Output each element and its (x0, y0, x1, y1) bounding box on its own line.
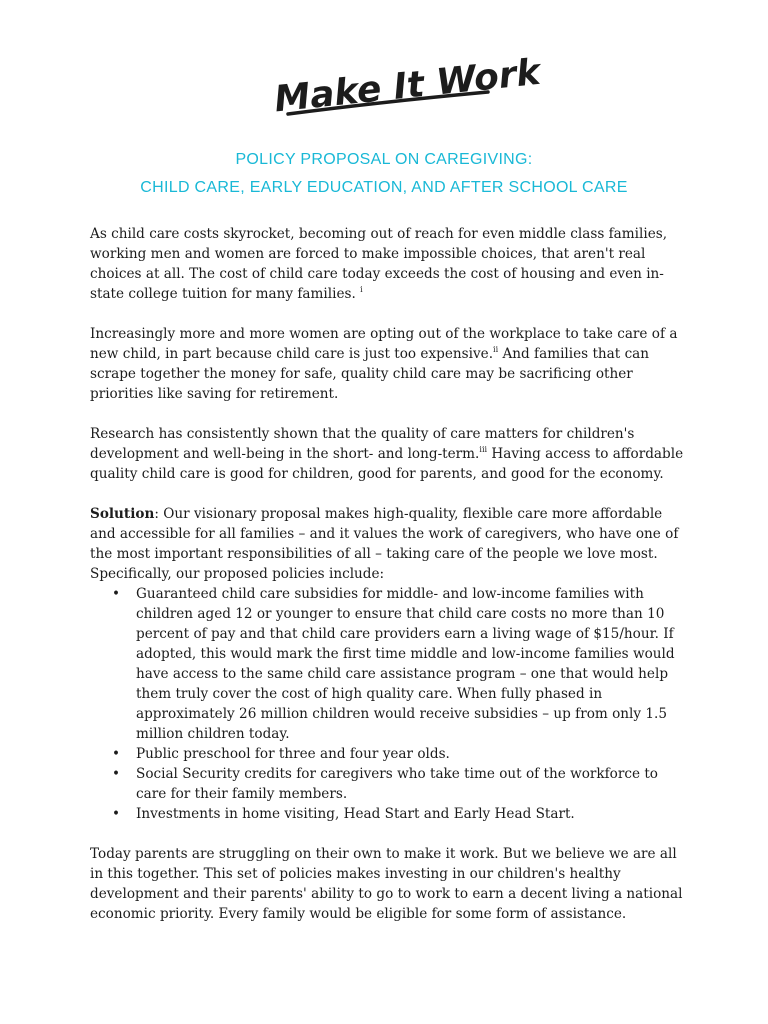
paragraph-text: As child care costs skyrocket, becoming out of reach for even middle class families, working men and women are forced to make impossible choices, that aren't real choices at all. The cost of child care today exceeds the cost of housing and even in-state college tuition for many families. (90, 226, 668, 302)
list-item (90, 584, 690, 744)
list-item-text: Guaranteed child care subsidies for middle- and low-income families with children aged 12 or younger to ensure that child care costs no more than 10 percent of pay and that child care providers earn a living wage of $15/hour. If adopted, this would mark the first time middle and low-income families would have access to the same child care assistance program – one that would help them truly cover the cost of high quality care. When fully phased in approximately 26 million children would receive subsidies – up from only 1.5 million children today. (136, 586, 675, 742)
paragraph-text: : Our visionary proposal makes high-quality, flexible care more affordable and accessible for all families – and it values the work of caregivers, who have one of the most important responsibilities of all – taking care of the people we love most. Specifically, our proposed policies include: (90, 506, 679, 582)
footnote-marker: i (360, 285, 363, 294)
bullet-icon: • (112, 586, 121, 602)
list-item (90, 764, 690, 804)
document-body (90, 224, 690, 944)
logo-wordmark (270, 51, 543, 122)
bullet-icon: • (112, 746, 121, 762)
list-item-text: Public preschool for three and four year olds. (136, 746, 450, 762)
paragraph-child-care-costs (90, 224, 690, 304)
list-item (90, 804, 690, 824)
policy-list (90, 584, 690, 824)
paragraph-text: Research has consistently shown that the quality of care matters for children's development and well-being in the short- and long-term. (90, 426, 635, 462)
paragraph-text: And families that can scrape together the money for safe, quality child care may be sacrificing other priorities like saving for retirement. (90, 346, 650, 402)
bullet-icon: • (112, 766, 121, 782)
paragraph-women-workforce (90, 324, 690, 404)
make-it-work-logo (270, 51, 543, 122)
title-line-1: POLICY PROPOSAL ON CAREGIVING: (235, 151, 533, 168)
bullet-icon: • (112, 806, 121, 822)
footnote-marker: iii (479, 445, 488, 454)
logo-text: Make It Work (272, 51, 543, 121)
paragraph-research (90, 424, 690, 484)
paragraph-closing: Today parents are struggling on their own to make it work. But we believe we are all in this together. This set of policies makes investing in our children's healthy development and their parents' ability to go to work to earn a decent living a national economic priority. Every family would be eligible for some form of assistance. (90, 846, 683, 922)
paragraph-text: Having access to affordable quality child care is good for children, good for parents, and good for the economy. (90, 446, 684, 482)
solution-label: Solution (90, 506, 155, 522)
list-item-text: Social Security credits for caregivers who take time out of the workforce to care for their family members. (136, 766, 658, 802)
paragraph-text: Increasingly more and more women are opting out of the workplace to take care of a new child, in part because child care is just too expensive. (90, 326, 678, 362)
footnote-marker: ii (493, 345, 499, 354)
title-line-2: CHILD CARE, EARLY EDUCATION, AND AFTER SCHOOL CARE (140, 179, 628, 196)
list-item (90, 744, 690, 764)
paragraph-solution (90, 504, 690, 584)
list-item-text: Investments in home visiting, Head Start and Early Head Start. (136, 806, 575, 822)
